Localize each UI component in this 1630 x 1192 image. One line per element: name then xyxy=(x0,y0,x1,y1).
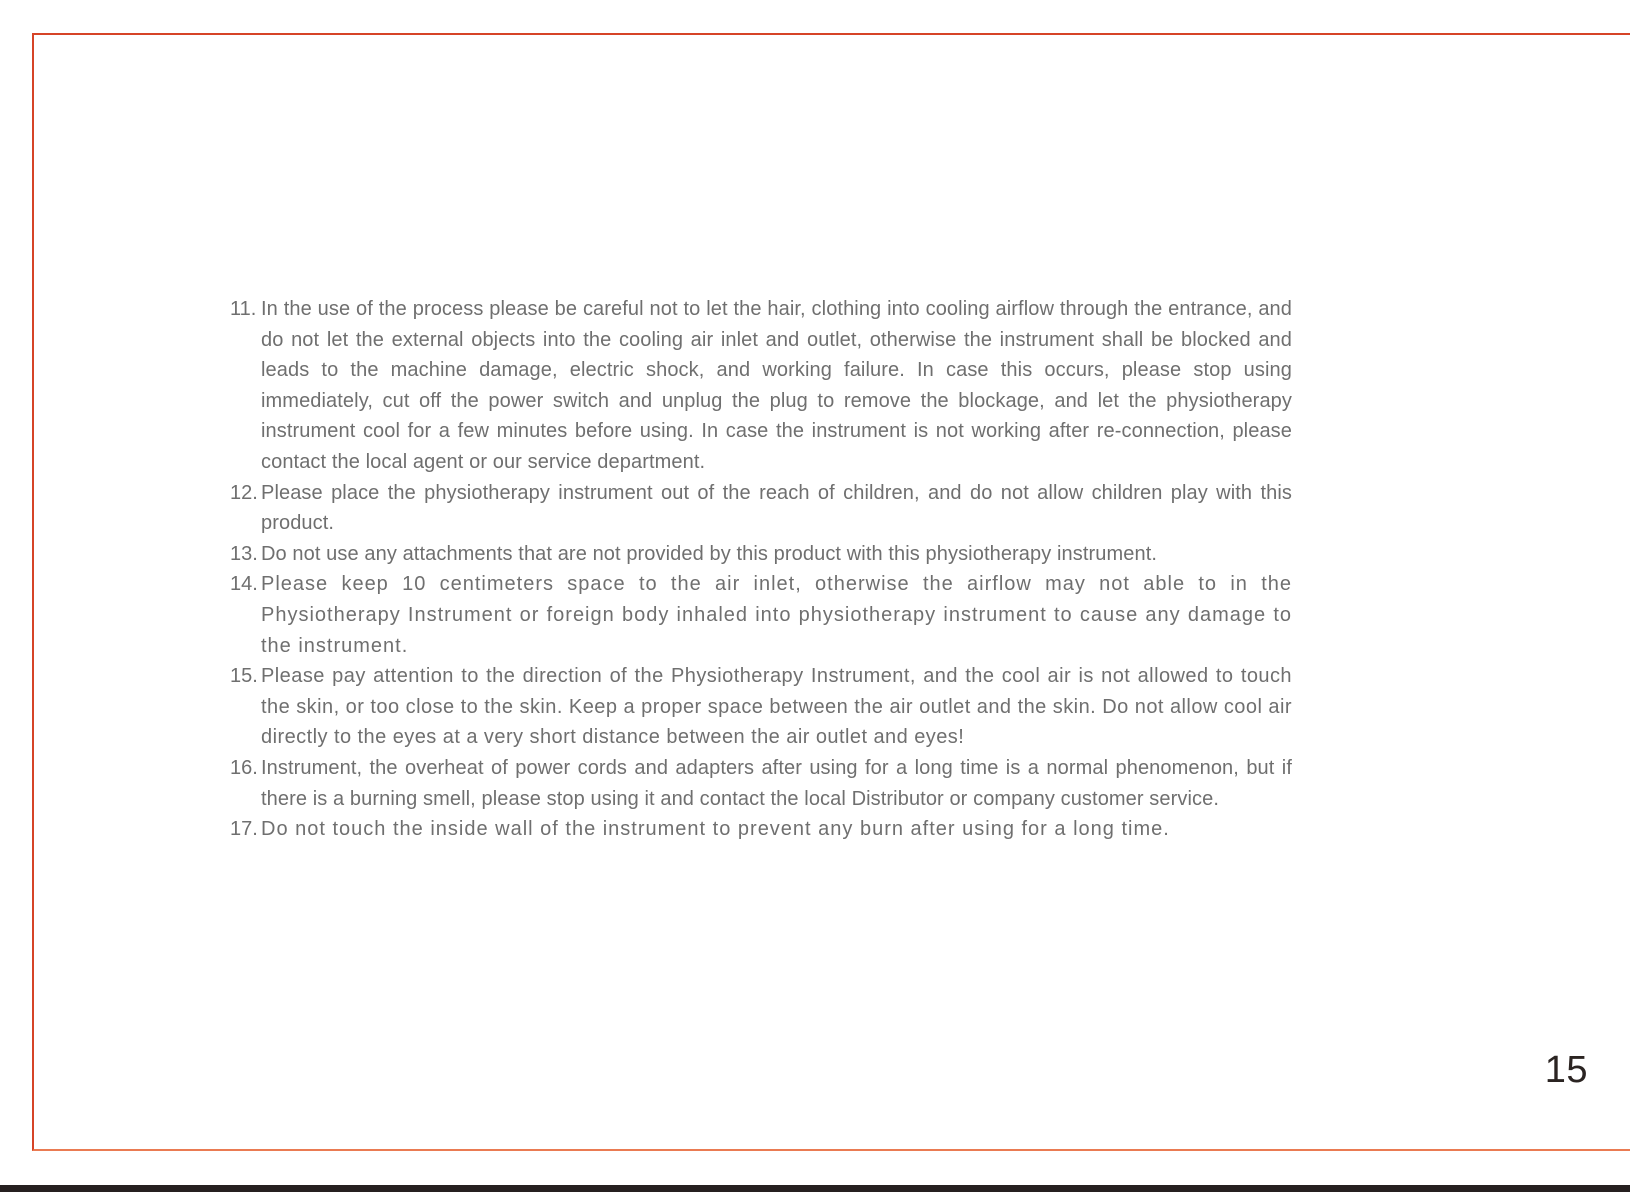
safety-item-12 xyxy=(230,478,1292,539)
item-number: 13. xyxy=(230,542,258,565)
item-number: 11. xyxy=(230,298,257,320)
item-text: In the use of the process please be careful not to let the hair, clothing into cooling airflow through the entrance, and do not let the external objects into the cooling air inlet and outlet, otherwise the instrument shall be blocked and leads to the machine damage, electric shock, and working failure. In case this occurs, please stop using immediately, cut off the power switch and unplug the plug to remove the blockage, and let the physiotherapy instrument cool for a few minutes before using. In case the instrument is not working after re-connection, please contact the local agent or our service department. xyxy=(261,298,1292,473)
safety-item-14 xyxy=(230,569,1292,661)
item-text: Please keep 10 centimeters space to the air inlet, otherwise the airflow may not able to in the Physiotherapy Instrument or foreign body inhaled into physiotherapy instrument to cause any damage to the instrument. xyxy=(261,573,1292,657)
page-number: 15 xyxy=(1544,1049,1588,1091)
item-number: 14. xyxy=(230,573,258,596)
safety-instructions-list xyxy=(230,294,1292,845)
item-text: Instrument, the overheat of power cords and adapters after using for a long time is a normal phenomenon, but if there is a burning smell, please stop using it and contact the local Distributor or company customer service. xyxy=(261,756,1292,810)
item-text: Do not touch the inside wall of the instrument to prevent any burn after using for a long time. xyxy=(261,818,1170,841)
item-text: Please place the physiotherapy instrument out of the reach of children, and do not allow children play with this product. xyxy=(261,481,1292,535)
item-number: 15. xyxy=(230,665,258,688)
safety-item-15 xyxy=(230,661,1292,753)
safety-item-13 xyxy=(230,539,1292,570)
safety-item-11 xyxy=(230,294,1292,478)
item-text: Please pay attention to the direction of the Physiotherapy Instrument, and the cool air is not allowed to touch the skin, or too close to the skin. Keep a proper space between the air outlet and the skin. Do not allow cool air directly to the eyes at a very short distance between the air outlet and eyes! xyxy=(261,665,1292,749)
item-text: Do not use any attachments that are not provided by this product with this physiotherapy instrument. xyxy=(261,542,1158,565)
safety-item-16 xyxy=(230,753,1292,814)
item-number: 12. xyxy=(230,481,258,504)
footer-bar xyxy=(0,1185,1630,1192)
item-number: 16. xyxy=(230,756,258,779)
item-number: 17. xyxy=(230,818,258,841)
safety-item-17 xyxy=(230,814,1292,845)
